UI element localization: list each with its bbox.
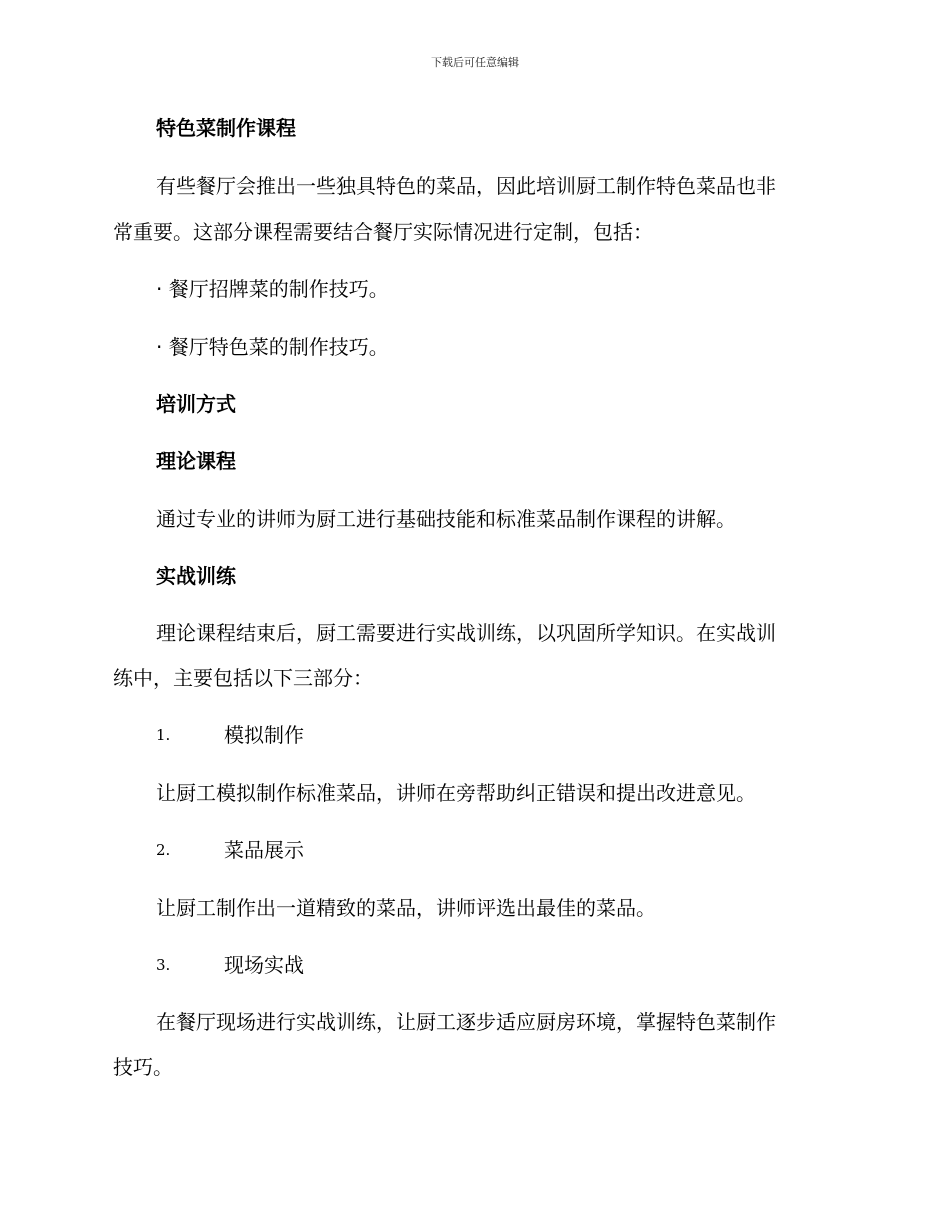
list-item-number: 1. bbox=[156, 726, 171, 744]
practice-intro-line1: 理论课程结束后，厨工需要进行实战训练，以巩固所学知识。在实战训 bbox=[156, 621, 776, 645]
special-dish-heading: 特色菜制作课程 bbox=[156, 116, 296, 140]
list-item-description: 让厨工制作出一道精致的菜品，讲师评选出最佳的菜品。 bbox=[156, 896, 656, 920]
list-item-description-line2: 技巧。 bbox=[113, 1055, 173, 1079]
special-dish-intro-line2: 常重要。这部分课程需要结合餐厅实际情况进行定制，包括： bbox=[113, 220, 653, 244]
practice-intro-line2: 练中，主要包括以下三部分： bbox=[113, 666, 373, 690]
list-item-number: 3. bbox=[156, 956, 171, 974]
list-item-label: 现场实战 bbox=[224, 953, 304, 977]
list-item-description: 让厨工模拟制作标准菜品，讲师在旁帮助纠正错误和提出改进意见。 bbox=[156, 781, 756, 805]
training-method-heading: 培训方式 bbox=[156, 392, 236, 416]
page-header: 下载后可任意编辑 bbox=[431, 56, 519, 69]
theory-body: 通过专业的讲师为厨工进行基础技能和标准菜品制作课程的讲解。 bbox=[156, 507, 736, 531]
list-item-number: 2. bbox=[156, 841, 171, 859]
special-dish-intro-line1: 有些餐厅会推出一些独具特色的菜品，因此培训厨工制作特色菜品也非 bbox=[156, 174, 776, 198]
list-item-label: 菜品展示 bbox=[224, 838, 304, 862]
list-item-description-line1: 在餐厅现场进行实战训练，让厨工逐步适应厨房环境，掌握特色菜制作 bbox=[156, 1010, 776, 1034]
practice-heading: 实战训练 bbox=[156, 564, 236, 588]
list-item-label: 模拟制作 bbox=[224, 723, 304, 747]
special-dish-bullet: · 餐厅特色菜的制作技巧。 bbox=[156, 335, 389, 359]
theory-heading: 理论课程 bbox=[156, 449, 236, 473]
special-dish-bullet: · 餐厅招牌菜的制作技巧。 bbox=[156, 277, 389, 301]
